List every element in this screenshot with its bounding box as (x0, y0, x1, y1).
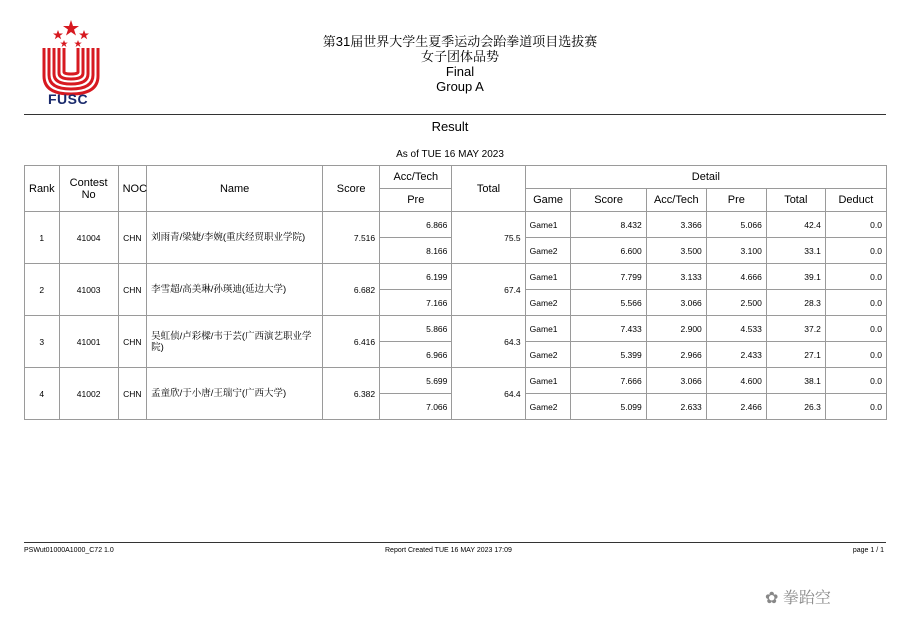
col-noc: NOC (118, 166, 146, 212)
as-of-date: As of TUE 16 MAY 2023 (396, 149, 504, 160)
rank-cell: 3 (25, 316, 60, 368)
game-deduct-cell: 0.0 (825, 316, 886, 342)
game-cell: Game2 (525, 290, 571, 316)
noc-cell: CHN (118, 264, 146, 316)
game-pre-cell: 2.500 (706, 290, 766, 316)
game-deduct-cell: 0.0 (825, 290, 886, 316)
pre-cell: 7.066 (380, 394, 452, 420)
game-score-cell: 5.099 (571, 394, 646, 420)
game-acc-tech-cell: 2.966 (646, 342, 706, 368)
game-cell: Game2 (525, 394, 571, 420)
col-detail-game: Game (525, 189, 571, 212)
table-row (25, 212, 887, 238)
game-pre-cell: 5.066 (706, 212, 766, 238)
watermark-text: 拳跆空 (782, 590, 831, 607)
score-cell: 6.416 (323, 316, 380, 368)
game-acc-tech-cell: 3.366 (646, 212, 706, 238)
report-code: PSWut01000A1000_C72 1.0 (24, 547, 114, 554)
game-total-cell: 38.1 (766, 368, 825, 394)
report-header (260, 34, 660, 94)
rank-cell: 4 (25, 368, 60, 420)
page-number: page 1 / 1 (852, 547, 884, 554)
game-total-cell: 26.3 (766, 394, 825, 420)
col-contest-no: Contest No (59, 166, 118, 212)
table-row (25, 316, 887, 342)
game-total-cell: 37.2 (766, 316, 825, 342)
game-pre-cell: 4.600 (706, 368, 766, 394)
col-total: Total (452, 166, 525, 212)
contest-no-cell: 41002 (59, 368, 118, 420)
header-divider (24, 114, 886, 115)
noc-cell: CHN (118, 368, 146, 420)
col-name: Name (147, 166, 323, 212)
col-detail: Detail (525, 166, 886, 189)
pre-cell: 7.166 (380, 290, 452, 316)
col-detail-score: Score (571, 189, 646, 212)
pre-cell: 8.166 (380, 238, 452, 264)
game-score-cell: 5.399 (571, 342, 646, 368)
name-cell: 孟童欣/于小唐/王瑞宁(广西大学) (147, 368, 323, 420)
watermark (765, 585, 831, 608)
game-acc-tech-cell: 3.066 (646, 290, 706, 316)
acc-tech-cell: 6.199 (380, 264, 452, 290)
game-pre-cell: 4.533 (706, 316, 766, 342)
col-detail-pre: Pre (706, 189, 766, 212)
game-score-cell: 5.566 (571, 290, 646, 316)
game-acc-tech-cell: 3.066 (646, 368, 706, 394)
report-created: Report Created TUE 16 MAY 2023 17:09 (385, 547, 512, 554)
game-score-cell: 7.799 (571, 264, 646, 290)
acc-tech-cell: 5.699 (380, 368, 452, 394)
game-deduct-cell: 0.0 (825, 212, 886, 238)
contest-no-cell: 41004 (59, 212, 118, 264)
rank-cell: 1 (25, 212, 60, 264)
table-row (25, 368, 887, 394)
game-total-cell: 33.1 (766, 238, 825, 264)
total-cell: 75.5 (452, 212, 525, 264)
game-score-cell: 6.600 (571, 238, 646, 264)
acc-tech-cell: 5.866 (380, 316, 452, 342)
game-deduct-cell: 0.0 (825, 238, 886, 264)
score-cell: 6.682 (323, 264, 380, 316)
acc-tech-cell: 6.866 (380, 212, 452, 238)
game-deduct-cell: 0.0 (825, 394, 886, 420)
name-cell: 吴虹侦/卢彩樑/韦于芸(广西演艺职业学院) (147, 316, 323, 368)
game-score-cell: 7.666 (571, 368, 646, 394)
game-cell: Game1 (525, 316, 571, 342)
game-total-cell: 28.3 (766, 290, 825, 316)
game-total-cell: 42.4 (766, 212, 825, 238)
game-deduct-cell: 0.0 (825, 342, 886, 368)
noc-cell: CHN (118, 316, 146, 368)
game-pre-cell: 4.666 (706, 264, 766, 290)
game-acc-tech-cell: 2.633 (646, 394, 706, 420)
game-deduct-cell: 0.0 (825, 264, 886, 290)
logo-text: FUSC (48, 91, 89, 107)
game-deduct-cell: 0.0 (825, 368, 886, 394)
game-acc-tech-cell: 3.500 (646, 238, 706, 264)
game-cell: Game2 (525, 342, 571, 368)
contest-no-cell: 41003 (59, 264, 118, 316)
contest-no-cell: 41001 (59, 316, 118, 368)
col-acc-tech: Acc/Tech (380, 166, 452, 189)
game-cell: Game2 (525, 238, 571, 264)
total-cell: 64.3 (452, 316, 525, 368)
col-detail-acc-tech: Acc/Tech (646, 189, 706, 212)
phase: Final (445, 64, 475, 79)
total-cell: 64.4 (452, 368, 525, 420)
name-cell: 刘雨青/梁婕/李婉(重庆经贸职业学院) (147, 212, 323, 264)
results-table (24, 165, 887, 420)
game-acc-tech-cell: 2.900 (646, 316, 706, 342)
game-total-cell: 39.1 (766, 264, 825, 290)
name-cell: 李雪超/高美琳/孙瑛迪(延边大学) (147, 264, 323, 316)
game-pre-cell: 2.433 (706, 342, 766, 368)
rank-cell: 2 (25, 264, 60, 316)
game-cell: Game1 (525, 368, 571, 394)
score-cell: 6.382 (323, 368, 380, 420)
col-pre: Pre (380, 189, 452, 212)
table-row (25, 264, 887, 290)
col-detail-deduct: Deduct (825, 189, 886, 212)
event-title: 第31届世界大学生夏季运动会跆拳道项目选拔赛 (322, 34, 598, 49)
event-category: 女子团体品势 (420, 49, 499, 64)
results-table-container (24, 165, 887, 420)
game-cell: Game1 (525, 212, 571, 238)
wechat-icon: ✿ (765, 590, 779, 607)
group: Group A (436, 79, 484, 94)
game-pre-cell: 2.466 (706, 394, 766, 420)
game-pre-cell: 3.100 (706, 238, 766, 264)
game-cell: Game1 (525, 264, 571, 290)
pre-cell: 6.966 (380, 342, 452, 368)
game-score-cell: 8.432 (571, 212, 646, 238)
footer-divider (24, 542, 886, 543)
col-detail-total: Total (766, 189, 825, 212)
game-acc-tech-cell: 3.133 (646, 264, 706, 290)
score-cell: 7.516 (323, 212, 380, 264)
col-score: Score (323, 166, 380, 212)
result-title: Result (431, 119, 469, 134)
col-rank: Rank (25, 166, 60, 212)
game-score-cell: 7.433 (571, 316, 646, 342)
header-row-1 (25, 166, 887, 189)
total-cell: 67.4 (452, 264, 525, 316)
noc-cell: CHN (118, 212, 146, 264)
game-total-cell: 27.1 (766, 342, 825, 368)
